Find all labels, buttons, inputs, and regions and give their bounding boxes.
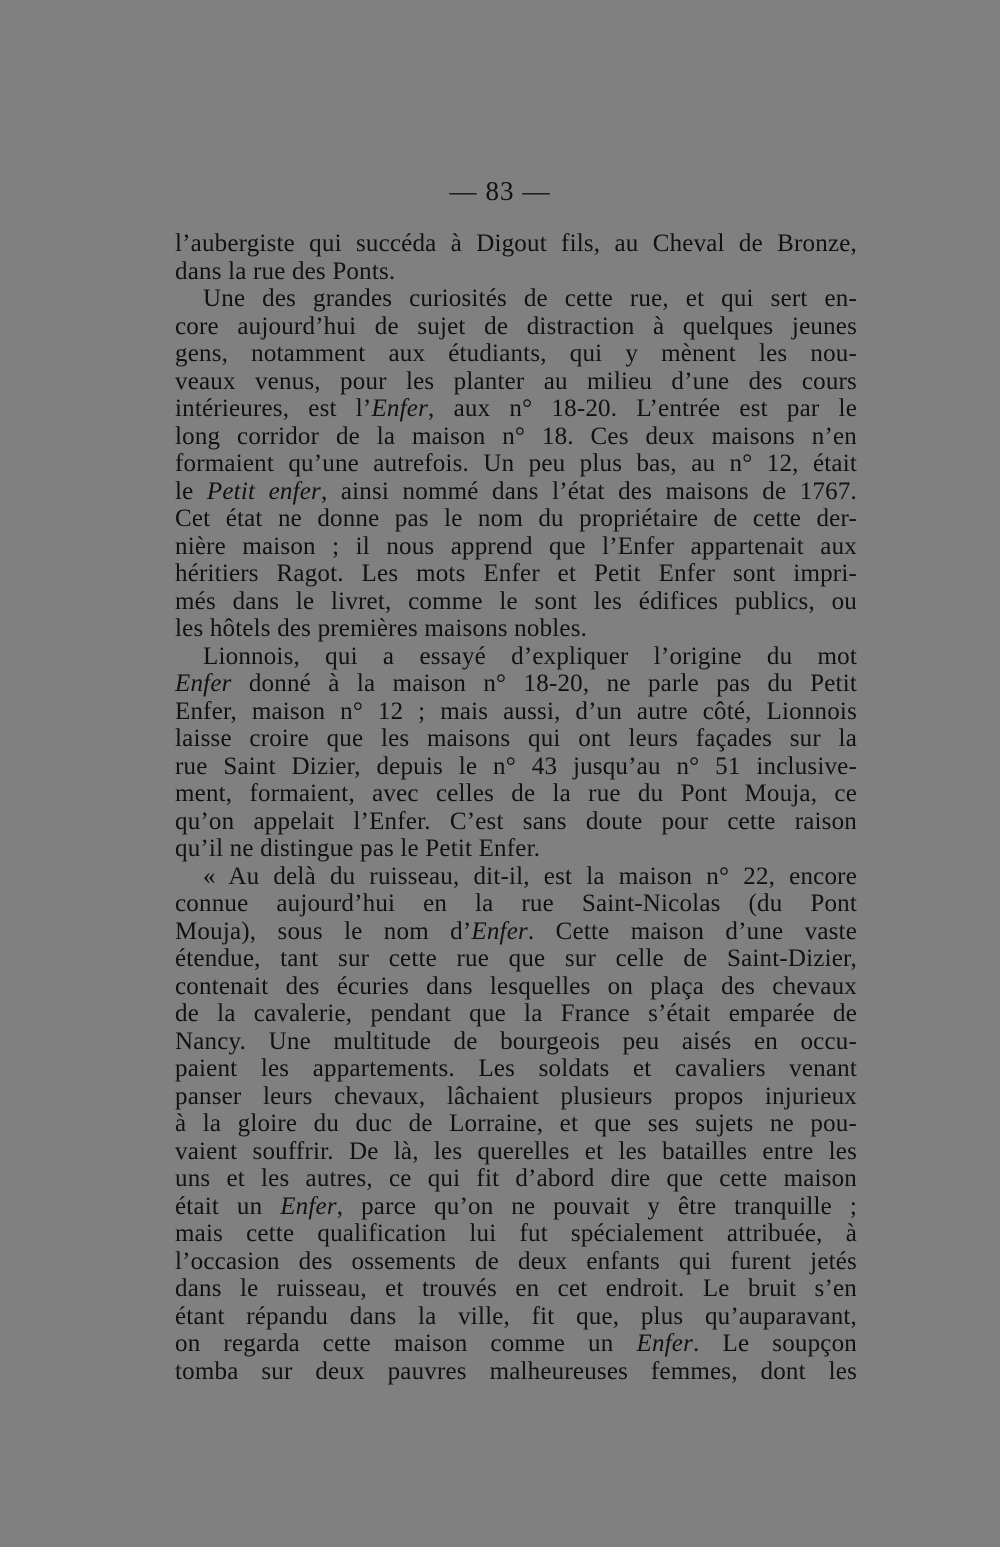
text-line: dans la rue des Ponts. bbox=[175, 257, 396, 285]
text-segment: intérieures, est l’ bbox=[175, 395, 372, 422]
body-text bbox=[175, 230, 857, 1385]
text-line: rue Saint Dizier, depuis le n° 43 jusqu’au n° 51 inclusive- bbox=[175, 752, 857, 780]
text-segment: , aux n° 18-20. L’entrée est par le bbox=[428, 395, 857, 422]
italic-segment: Petit enfer bbox=[206, 477, 321, 505]
text-line bbox=[175, 918, 857, 946]
text-segment: on regarda cette maison comme un bbox=[175, 1330, 637, 1357]
dash-left: — bbox=[449, 176, 478, 206]
text-line: ment, formaient, avec celles de la rue du Pont Mouja, ce bbox=[175, 780, 857, 807]
text-line: vaient souffrir. De là, les querelles et les batailles entre les bbox=[175, 1137, 857, 1165]
text-line bbox=[175, 1193, 857, 1221]
text-line: panser leurs chevaux, lâchaient plusieurs propos injurieux bbox=[175, 1082, 857, 1110]
text-line bbox=[175, 1330, 857, 1358]
text-line bbox=[175, 478, 857, 506]
text-line: Enfer, maison n° 12 ; mais aussi, d’un autre côté, Lionnois bbox=[175, 697, 857, 725]
text-line: étant répandu dans la ville, fit que, plus qu’auparavant, bbox=[175, 1302, 857, 1330]
text-line: nière maison ; il nous apprend que l’Enfer appartenait aux bbox=[175, 532, 857, 560]
text-line: gens, notamment aux étudiants, qui y mènent les nou- bbox=[175, 340, 857, 367]
text-line: héritiers Ragot. Les mots Enfer et Petit Enfer sont impri- bbox=[175, 560, 857, 587]
text-line bbox=[175, 670, 857, 698]
text-segment: Mouja), sous le nom d’ bbox=[175, 917, 472, 945]
text-line: long corridor de la maison n° 18. Ces deux maisons n’en bbox=[175, 422, 857, 450]
text-segment: le bbox=[175, 477, 207, 505]
text-line: contenait des écuries dans lesquelles on plaça des chevaux bbox=[175, 972, 857, 1000]
text-line: qu’il ne distingue pas le Petit Enfer. bbox=[175, 835, 541, 862]
text-line: formaient qu’une autrefois. Un peu plus bas, au n° 12, était bbox=[175, 450, 857, 477]
text-segment: , parce qu’on ne pouvait y être tranquille ; bbox=[336, 1192, 857, 1220]
text-line: dans le ruisseau, et trouvés en cet endroit. Le bruit s’en bbox=[175, 1275, 857, 1302]
text-line: à la gloire du duc de Lorraine, et que ses sujets ne pou- bbox=[175, 1110, 857, 1137]
text-segment: , ainsi nommé dans l’état des maisons de 1767. bbox=[320, 477, 857, 505]
text-line: Une des grandes curiosités de cette rue, et qui sert en- bbox=[203, 285, 857, 312]
dash-right: — bbox=[522, 176, 551, 206]
italic-segment: Enfer bbox=[636, 1330, 694, 1357]
text-line: Nancy. Une multitude de bourgeois peu aisés en occu- bbox=[175, 1027, 857, 1055]
text-segment: . Cette maison d’une vaste bbox=[527, 917, 857, 945]
italic-segment: Enfer bbox=[371, 395, 428, 422]
text-line: core aujourd’hui de sujet de distraction à quelques jeunes bbox=[175, 312, 857, 340]
text-line: l’aubergiste qui succéda à Digout fils, au Cheval de Bronze, bbox=[175, 230, 857, 257]
text-line: tomba sur deux pauvres malheureuses femmes, dont les bbox=[175, 1357, 857, 1385]
text-line: paient les appartements. Les soldats et cavaliers venant bbox=[175, 1055, 857, 1082]
text-segment: était un bbox=[175, 1192, 281, 1220]
text-line: laisse croire que les maisons qui ont leurs façades sur la bbox=[175, 725, 857, 752]
italic-segment: Enfer bbox=[175, 670, 232, 697]
italic-segment: Enfer bbox=[280, 1192, 337, 1220]
text-line: connue aujourd’hui en la rue Saint-Nicolas (du Pont bbox=[175, 890, 857, 917]
text-line: qu’on appelait l’Enfer. C’est sans doute pour cette raison bbox=[175, 807, 857, 835]
text-line: mais cette qualification lui fut spécialement attribuée, à bbox=[175, 1220, 857, 1247]
text-line: Lionnois, qui a essayé d’expliquer l’origine du mot bbox=[203, 642, 857, 670]
text-line: uns et les autres, ce qui fit d’abord dire que cette maison bbox=[175, 1165, 857, 1192]
page-number bbox=[0, 176, 1000, 207]
text-segment: donné à la maison n° 18-20, ne parle pas du Petit bbox=[231, 670, 857, 697]
text-line: Cet état ne donne pas le nom du propriétaire de cette der- bbox=[175, 505, 857, 532]
text-line bbox=[175, 395, 857, 423]
text-line: de la cavalerie, pendant que la France s’était emparée de bbox=[175, 1000, 857, 1027]
text-line: veaux venus, pour les planter au milieu d’une des cours bbox=[175, 367, 857, 395]
text-line: les hôtels des premières maisons nobles. bbox=[175, 615, 588, 642]
text-line: l’occasion des ossements de deux enfants qui furent jetés bbox=[175, 1247, 857, 1275]
text-line: étendue, tant sur cette rue que sur celle de Saint-Dizier, bbox=[175, 945, 857, 972]
page-number-value: 83 bbox=[485, 176, 515, 206]
italic-segment: Enfer bbox=[471, 917, 528, 945]
text-line: més dans le livret, comme le sont les édifices publics, ou bbox=[175, 587, 857, 615]
text-segment: . Le soupçon bbox=[693, 1330, 858, 1357]
text-line: « Au delà du ruisseau, dit-il, est la maison n° 22, encore bbox=[203, 862, 857, 890]
